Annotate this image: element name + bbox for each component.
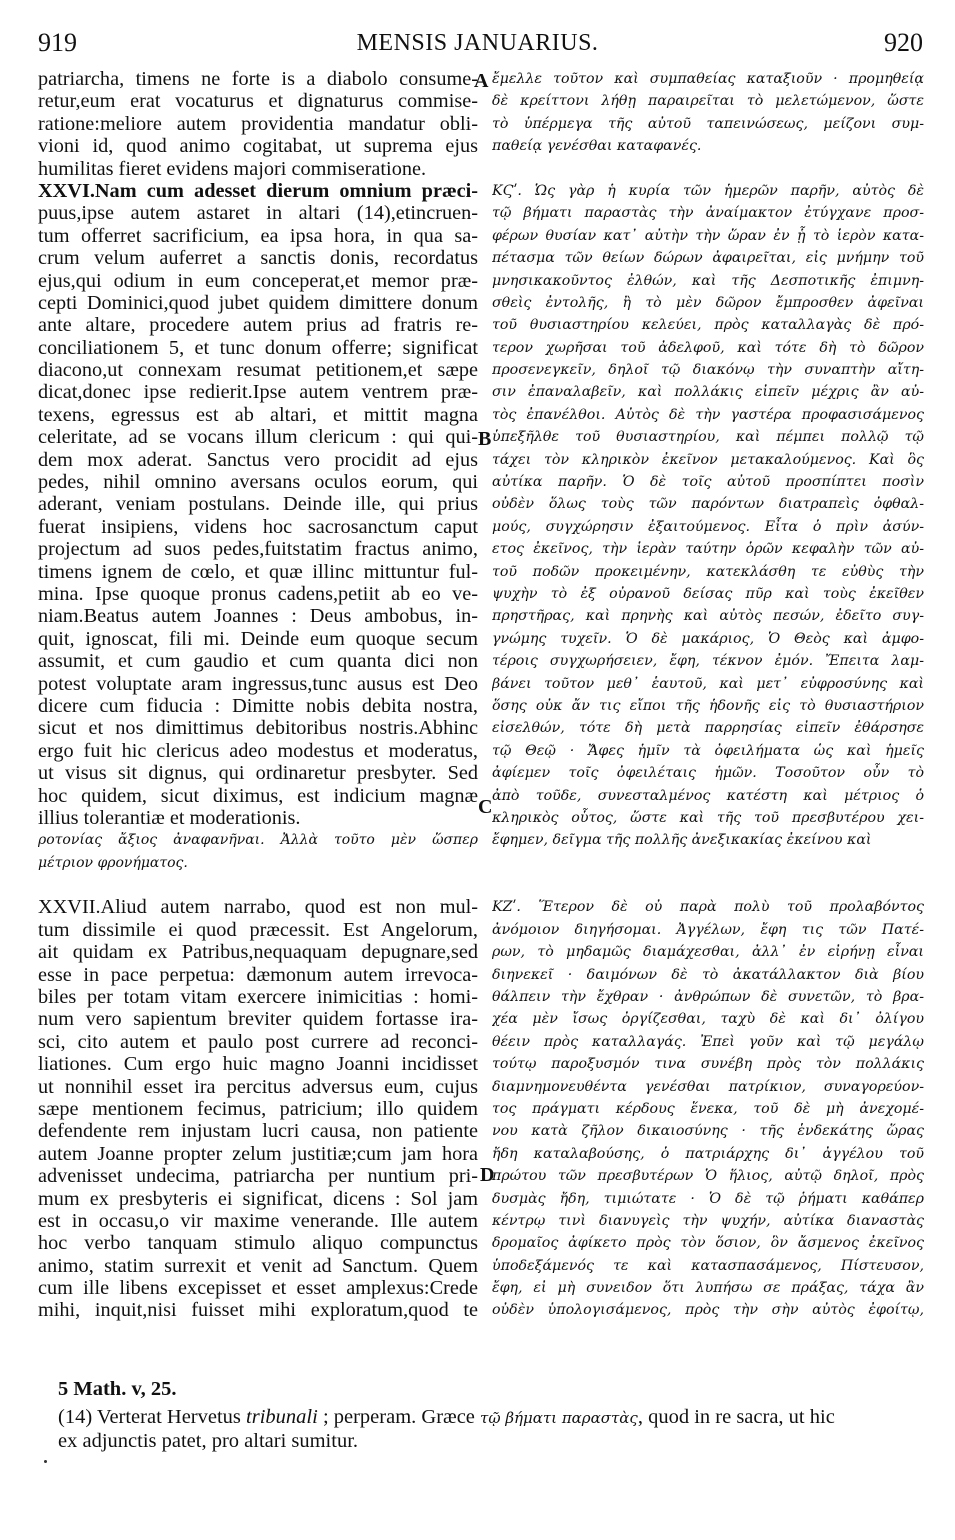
text-line: ἀπὸ τοῦδε, συνεσταλμένος κατέστη καὶ μέτριος ὁ [492, 787, 924, 804]
text-line: ut visus sit dignus, qui ordinaretur presbyter. Sed [38, 762, 478, 785]
text-line: ejus,qui odium in eum conceperat,et memor præ- [38, 269, 478, 292]
footnote-text: ; perperam. Græce [317, 1406, 481, 1428]
text-line: ἀνόμοιον διηγήσομαι. Ἀγγέλων, ἔφη τις τῶν Πατέ- [492, 921, 924, 938]
text-line: aderant, veniam postulans. Deinde ille, qui prius [38, 493, 478, 516]
text-line: γνώμης τυχεῖν. Ὁ δὲ μακάριος, Ὁ Θεὸς καὶ ἀμφο- [492, 630, 924, 647]
text-line: μέτριον φρονήματος. [38, 854, 188, 871]
text-line: βάνει τοῦτον μεθ᾽ ἑαυτοῦ, καὶ μετ᾽ εὐφροσύνης καὶ [492, 675, 924, 692]
text-line: tum dissimile ei quod præcessit. Est Angelorum, [38, 918, 478, 941]
text-line: patriarcha, timens ne forte is a diabolo consume- [38, 68, 478, 90]
text-line: defendente rem injustam lucri causa, non patiente [38, 1120, 478, 1143]
text-line: texens, egressus est ab altari, et mittit magna [38, 403, 478, 426]
paragraph-gap [492, 852, 924, 874]
text-line: τοῦ ποδῶν προκειμένην, κατεκλάσθη τε εὐθὺς τὴν [492, 563, 924, 580]
footnote-greek: τῷ βήματι παραστὰς [480, 1409, 638, 1427]
text-line: humilitas fieret evidens majori commiseratione. [38, 157, 427, 180]
text-line: esse in pace perpetua: dæmonum autem irrevoca- [38, 963, 478, 986]
text-line: sæpe mentionem fecimus, patricium; illo quidem [38, 1097, 478, 1120]
text-line: διηνεκεῖ · δαιμόνων δὲ τὸ ἀκατάλλακτον διὰ βίου [492, 966, 924, 983]
text-line: dem mox aderat. Sanctus vero procidit ad ejus [38, 448, 478, 471]
text-line: cepti Dominici,quod jubet quidem dimittere donum [38, 291, 478, 314]
text-line: τέροις συγχωρήσειεν, ἔφη, τέκνον ἐμόν. Ἔπειτα λαμ- [492, 653, 924, 670]
text-line: autem Joanne propter zelum justitiæ;cum jam hora [38, 1142, 478, 1165]
text-line: ut nonnihil esset ira percitus adversus eum, cujus [38, 1075, 478, 1098]
text-line: οὐδὲν ὑπολογισάμενος, πρὸς τὴν σὴν αὐτὸς ἐφοίτῳ, [492, 1302, 924, 1319]
text-line: tum offerret sacrificium, ea ipsa hora, in qua sa- [38, 224, 478, 247]
text-line: conciliationem 5, et tunc donum offerre; significat [38, 336, 478, 359]
text-line: εἰσελθών, τότε δὴ μετὰ παρρησίας εἰπεῖν ἐθάρσησε [492, 720, 924, 737]
text-line: ἤδη καταλαβούσης, ὁ πατριάρχης δι᾽ ἀγγέλου τοῦ [492, 1145, 924, 1162]
text-line: δρομαῖος ἀφίκετο πρὸς τὸν ὅσιον, ὃν ἄσμενος ἐκεῖνος [492, 1235, 924, 1252]
paragraph-gap [492, 874, 924, 896]
text-line: est in occasu,o vir maxime venerande. Ille autem [38, 1209, 478, 1232]
text-line: vioni id, quod animo cogitabat, ut suprema ejus [38, 135, 478, 158]
text-line: δυσμὰς ἤδη, τιμιώτατε · Ὁ δὲ τῷ ῥήματι καθάπερ [492, 1190, 924, 1207]
text-line: ροτονίας ἄξιος ἀναφανῆναι. Ἀλλὰ τοῦτο μὲν ὥσπερ [38, 832, 478, 849]
greek-column [492, 68, 924, 1322]
text-line: ante altare, procedere autem prius ad fratris re- [38, 314, 478, 337]
text-line: ετος ἐκεῖνος, τὴν ἱερὰν ταύτην ὁρῶν κεφαλὴν τῶν αὐ- [492, 541, 924, 558]
margin-marker-a: A [474, 70, 489, 92]
text-line: pedes, nihil omnino aversans oculos eorum, qui [38, 471, 478, 494]
paragraph-gap [38, 874, 478, 896]
text-line: τερον χωρῆσαι τοῦ ἀδελφοῦ, καὶ τότε δὴ τὸ δῶρον [492, 339, 924, 356]
text-line: πέτασμα τῶν θείων δώρων ἀφαιρεῖται, εἰς μνήμην τοῦ [492, 250, 924, 267]
text-line: χέα μὲν ἴσως ὀργίζεσθαι, ταχὺ δὲ καὶ δι᾽ ὀλίγου [492, 1011, 924, 1028]
text-line: ψυχὴν τὸ ἐξ οὐρανοῦ δείσας πῦρ καὶ τοὺς ἐκεῖθεν [492, 585, 924, 602]
text-line: τος πράγματι κέρδους ἕνεκα, τοῦ δὲ μὴ ἀνεχομέ- [492, 1100, 924, 1117]
text-line: θέειν πρὸς καταλλαγάς. Ἐπεὶ γοῦν καὶ τῷ μεγάλῳ [492, 1033, 924, 1050]
text-line: δὲ κρείττονι λήθῃ παραιρεῖται τὸ μελετώμενον, ὥστε [492, 93, 924, 110]
text-line: liationes. Cum ergo huic magno Joanni incidisset [38, 1053, 478, 1076]
text-line: φέρων θυσίαν κατ᾽ αὐτὴν τὴν ὥραν ἐν ᾗ τὸ ἱερὸν κατα- [492, 227, 924, 244]
text-line: κέντρῳ τινὶ διανυγεὶς τὴν ψυχήν, αὐτίκα διαναστὰς [492, 1212, 924, 1229]
footnote-text: (14) Verterat Hervetus [58, 1406, 247, 1428]
text-line: sicut et nos dimittimus debitoribus nostris.Abhinc [38, 717, 478, 740]
text-line: μούς, συγχώρησιν ἐξαιτούμενος. Εἶτα ὁ πρὶν ἀσύν- [492, 518, 924, 535]
text-line: ΚΖʹ. Ἕτερον δὲ οὐ παρὰ πολὺ τοῦ προλαβόντος [492, 899, 924, 916]
text-line: πρηστῆρας, καὶ πρηνὴς καὶ αὐτὸς πεσών, ἐδεῖτο συγ- [492, 608, 924, 625]
text-line: mum ex presbyteris ei significat, dicens : Sol jam [38, 1187, 478, 1210]
text-line: μνησικακοῦντος ἐλθών, καὶ τῆς Δεσποτικῆς ἐπιμνη- [492, 272, 924, 289]
text-line: ait quidam ex Patribus,nequaquam depugnare,sed [38, 941, 478, 964]
text-line: τοῦ θυσιαστηρίου κελεύει, πρὸς καταλλαγὰς δὲ πρό- [492, 317, 924, 334]
text-line: timens ignem de cœlo, et quæ illinc mittuntur ful- [38, 560, 478, 583]
text-line: πρώτου τῶν πρεσβυτέρων Ὁ ἥλιος, αὐτῷ δηλοῖ, πρὸς [492, 1168, 924, 1185]
text-line: παθείᾳ γενέσθαι καταφανές. [492, 138, 702, 155]
text-line: τὸς ἐπανέλθοι. Αὐτὸς δὲ τὴν γαστέρα προφασισάμενος [492, 406, 924, 423]
text-line: ρων, τὸ μηδαμῶς διαμάχεσθαι, ἀλλ᾽ ἐν εἰρήνῃ εἶναι [492, 944, 924, 961]
text-line: XXVII.Aliud autem narrabo, quod est non mul- [38, 896, 478, 919]
text-line: niam.Beatus autem Joannes : Deus ambobus, in- [38, 605, 478, 628]
text-line: ὅσης οὐκ ἄν τις εἴποι τῆς ἡδονῆς εἰς τὸ θυσιαστήριον [492, 697, 924, 714]
text-line: celeritate, ad se vocans illum clericum : qui qui- [38, 426, 478, 449]
text-line: τούτῳ παροξυσμόν τινα συνέβη πρὸς τὸν πολλάκις [492, 1056, 924, 1073]
text-line: dicat,donec ipse redierit.Ipse autem ventrem præ- [38, 381, 478, 404]
latin-column [38, 68, 478, 1322]
text-line: retur,eum erat vocaturus et dignaturus commise- [38, 90, 478, 113]
text-line: mihi, inquit,nisi fuisset mihi exploratum,quod te [38, 1299, 478, 1322]
text-line: τάχει τὸν κληρικὸν ἐκεῖνον μετακαλούμενος. Καὶ ὃς [492, 451, 924, 468]
text-line: fuerat insipiens, videns hoc sacrosanctum caput [38, 515, 478, 538]
text-line: ἀφίεμεν τοῖς ὀφειλέταις ἡμῶν. Τοσοῦτον οὖν τὸ [492, 765, 924, 782]
editorial-footnote [58, 1406, 938, 1453]
text-line: biles per totam vitam exercere inimicitias : homi- [38, 986, 478, 1009]
text-line: ὑποδεξάμενός τε καὶ κατασπασάμενος, Πίστευσον, [492, 1257, 924, 1274]
page-header [30, 22, 925, 62]
text-line: αὐτίκα παρῆν. Ὁ δὲ τοῖς αὐτοῦ προσπίπτει ποσὶν [492, 474, 924, 491]
text-line: ΚϚʹ. Ὡς γὰρ ἡ κυρία τῶν ἡμερῶν παρῆν, αὐτὸς δὲ [492, 182, 924, 199]
text-line: puus,ipse autem astaret in altari (14),etincruen- [38, 202, 478, 225]
stray-mark [44, 1460, 47, 1463]
margin-marker-b: B [478, 428, 492, 450]
text-line: σιν ἐπαναλαβεῖν, καὶ πολλάκις εἰπεῖν μέχρις ἂν αὐ- [492, 384, 924, 401]
page-number-right: 920 [884, 28, 923, 57]
margin-marker-c: C [478, 796, 493, 818]
text-line: οὐδὲν ὅλως τοὺς τῶν παρόντων διατραπεὶς ὀφθαλ- [492, 496, 924, 513]
text-line: διαμνημονευθέντα γενέσθαι πατρίκιον, συναγορεύον- [492, 1078, 924, 1095]
text-line: κληρικὸς οὗτος, ὥστε καὶ τῆς τοῦ πρεσβυτέρου χει- [492, 809, 924, 826]
text-line: ratione:meliore autem providentia mandatur obli- [38, 112, 478, 135]
page-number-left: 919 [38, 28, 77, 57]
footnote-italic: tribunali [246, 1406, 318, 1428]
text-line: προσενεγκεῖν, δηλοῖ τῷ διακόνῳ τὴν συναπτὴν αἴτη- [492, 362, 924, 379]
text-line: crum velum auferret a sanctis donis, recordatus [38, 247, 478, 270]
text-line: sci, cito autem et paulo post currere ad reconci- [38, 1030, 478, 1053]
text-line: ὑπεξῆλθε τοῦ θυσιαστηρίου, καὶ πέμπει πολλῷ τῷ [492, 429, 924, 446]
text-line: projectum ad suos pedes,fuitstatim fractus animo, [38, 538, 478, 561]
text-line: num vero sapientum breviter quidem fortasse ira- [38, 1008, 478, 1031]
text-line: advenisset undecima, patriarcha per nuntium pri- [38, 1165, 478, 1188]
text-line: τῷ Θεῷ · Ἄφες ἡμῖν τὰ ὀφειλήματα ὡς καὶ ἡμεῖς [492, 742, 924, 759]
paragraph-gap [492, 158, 924, 180]
text-line: ἔμελλε τοῦτον καὶ συμπαθείας καταξιοῦν · προμηθείᾳ [492, 71, 924, 87]
text-line: illius tolerantiæ et moderationis. [38, 806, 301, 829]
text-line: assumit, et cum gaudio et cum quanta dici non [38, 650, 478, 673]
text-line: σθεὶς ἐντολῆς, ἢ τὸ μὲν δῶρον ἔμπροσθεν ἀφεῖναι [492, 294, 924, 311]
text-line: potest voluptate aram ingressus,tunc ausus est Deo [38, 672, 478, 695]
text-line: quit, ignoscat, fili mi. Deinde eum quoque secum [38, 627, 478, 650]
text-line: cum ille libens excepisset et esset amplexus:Crede [38, 1277, 478, 1300]
margin-marker-d: D [480, 1164, 495, 1186]
text-line: τὸ ὑπέρμεγα τῆς αὐτοῦ ταπεινώσεως, μείζονι συμ- [492, 115, 924, 132]
text-line: ἔφη, εἰ μὴ συνειδον ὅτι λυπήσω σε πράξας, τάχα ἂν [492, 1280, 924, 1297]
text-line: τῷ βήματι παραστὰς τὴν ἀναίμακτον ἐτύγχανε προσ- [492, 205, 924, 222]
text-line: νου κατὰ ζῆλον δικαιοσύνης · τῆς ἑνδεκάτης ὥρας [492, 1123, 924, 1140]
text-line: hoc quidem, sicut diximus, est indicium magnæ [38, 784, 478, 807]
text-line: animo, statim surrexit et venit ad Sanctum. Quem [38, 1254, 478, 1277]
text-line: mina. Ipse quoque pronus cadens,petiit ab eo ve- [38, 582, 478, 605]
running-title: MENSIS JANUARIUS. [356, 30, 599, 56]
text-line: θάλπειν τὴν ἔχθραν · ἀνθρώπων δὲ συνετῶν, τὸ βρα- [492, 989, 924, 1006]
scripture-footnote: 5 Math. v, 25. [58, 1378, 177, 1400]
text-line: dicere cum fiducia : Dimitte nobis debita nostra, [38, 694, 478, 717]
text-line: hoc verbo tanquam stimulo aliquo compunctus [38, 1232, 478, 1255]
text-line: ἔφημεν, δεῖγμα τῆς πολλῆς ἀνεξικακίας ἐκείνου καὶ [492, 832, 872, 849]
text-line: XXVI.Nam cum adesset dierum omnium præci- [38, 179, 478, 202]
footnote-line-2: ex adjunctis patet, pro altari sumitur. [58, 1430, 359, 1452]
text-line: diacono,ut connexam resumat petitionem,et sæpe [38, 359, 478, 382]
text-line: ergo fuit hic clericus adeo modestus et moderatus, [38, 739, 478, 762]
footnote-text: , quod in re sacra, ut hic [637, 1406, 835, 1428]
